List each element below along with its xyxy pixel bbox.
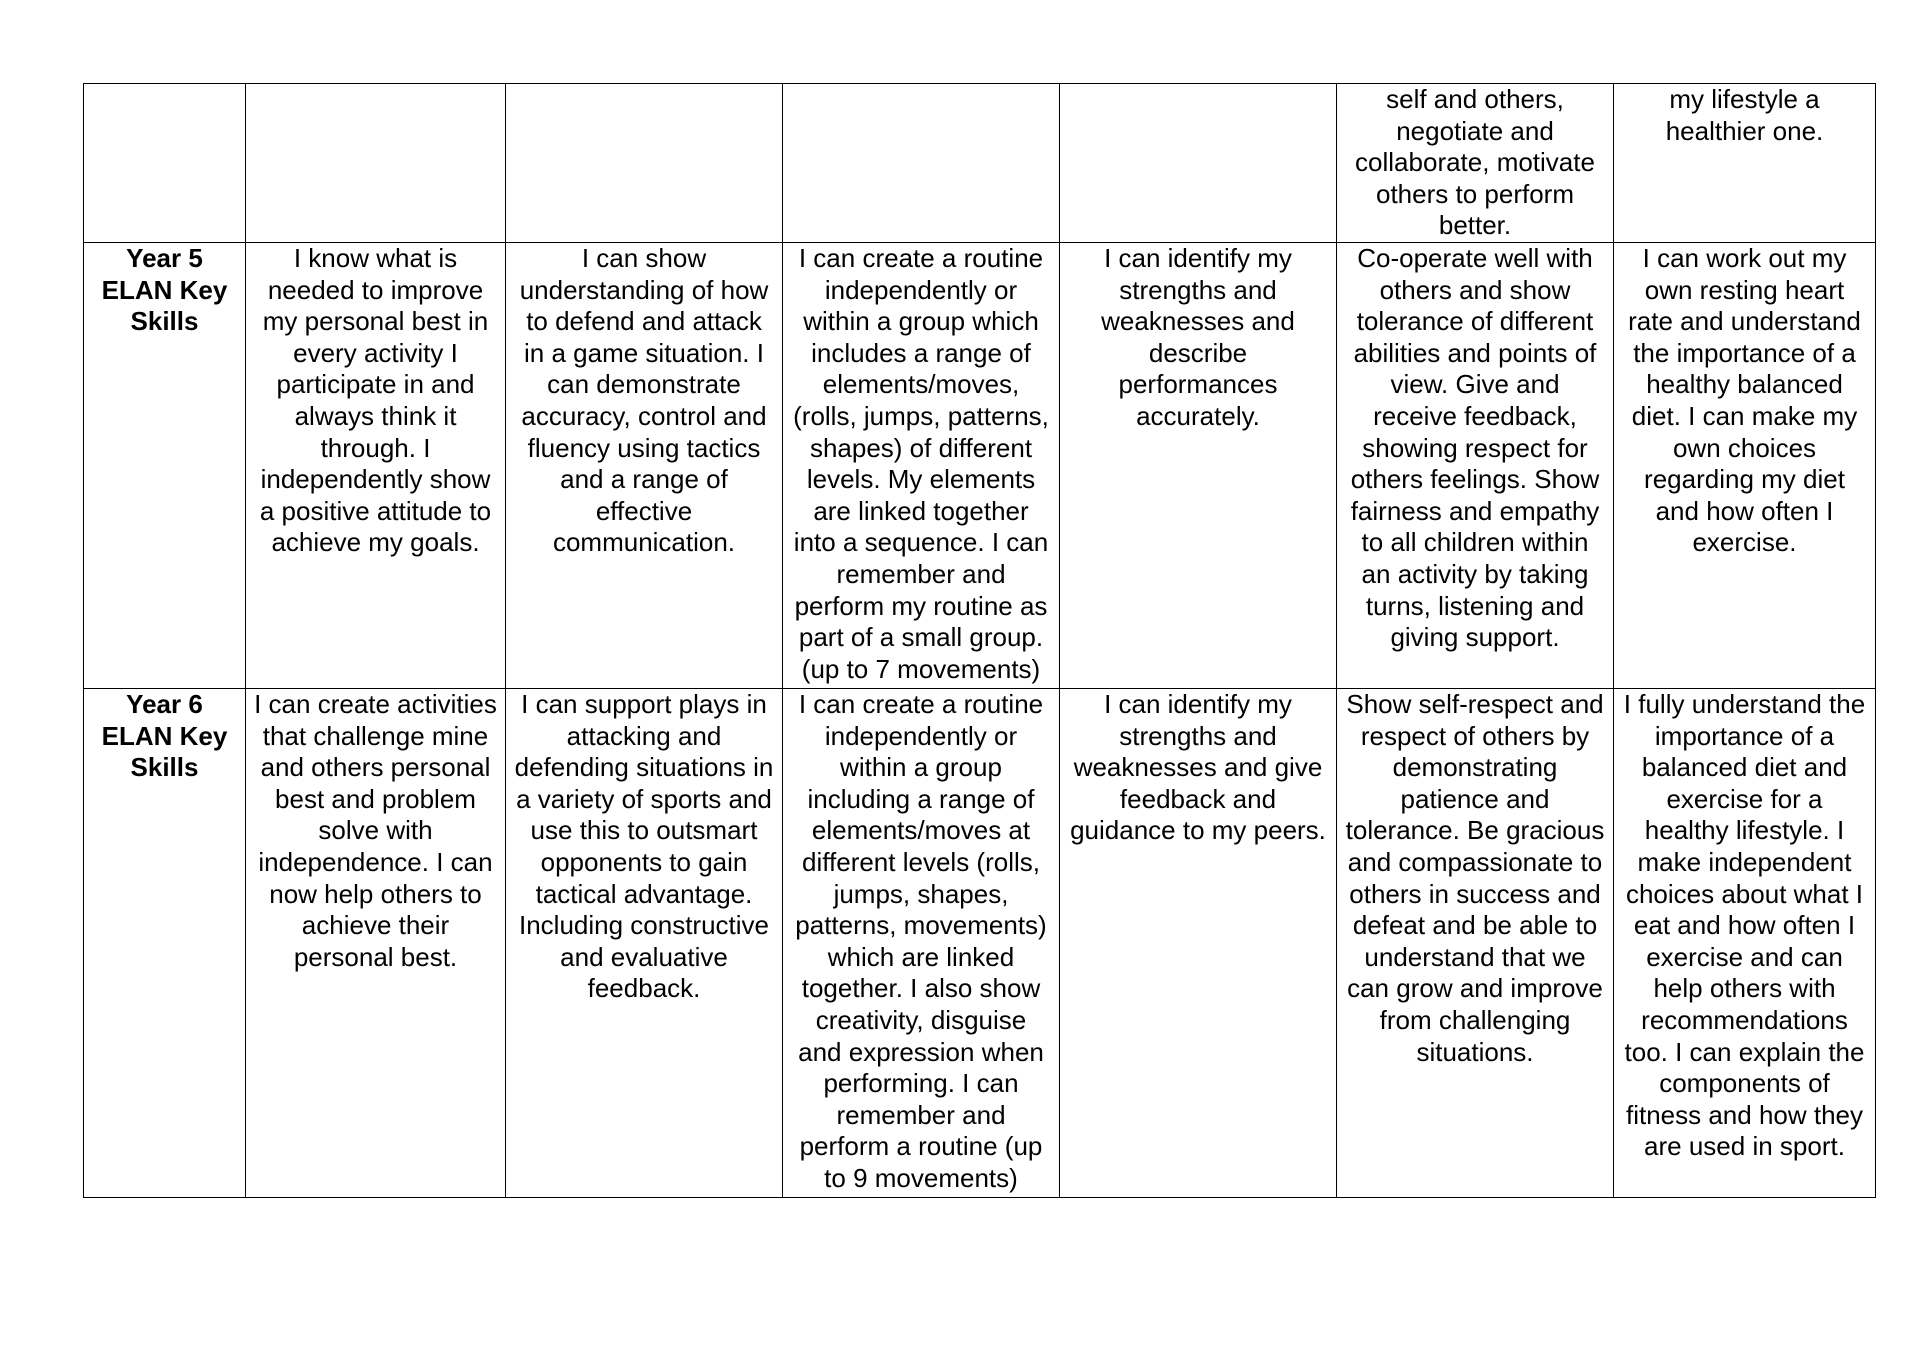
cell-text-line: a variety of sports and xyxy=(516,783,772,814)
cell-text-line: I can show xyxy=(581,243,707,273)
row-header xyxy=(84,84,246,243)
cell-text-line: weaknesses and give xyxy=(1073,752,1323,783)
cell-text-line: to defend and attack xyxy=(526,306,762,337)
cell-text-line: tolerance of different xyxy=(1356,306,1594,337)
cell-text-line: collaborate, motivate xyxy=(1355,147,1595,178)
cell-text-line: and others personal xyxy=(260,752,491,783)
cell-text-line: performing. I can xyxy=(823,1068,1019,1099)
cell-text-line: understanding of how xyxy=(519,274,769,305)
cell-text-line: accuracy, control and xyxy=(521,400,767,431)
table-row xyxy=(84,689,1876,1198)
table-row xyxy=(84,84,1876,243)
cell-text-line: to all children within xyxy=(1361,527,1589,558)
cell-text-line: others and show xyxy=(1379,274,1571,305)
cell-text-line: strengths and xyxy=(1119,720,1277,751)
cell-text-line: including a range of xyxy=(807,783,1035,814)
cell-text-line: and a range of xyxy=(560,464,728,495)
table-cell xyxy=(1614,243,1876,689)
cell-text-line: own choices xyxy=(1672,432,1817,463)
cell-text-line: too. I can explain the xyxy=(1624,1036,1865,1067)
table-cell xyxy=(1614,84,1876,243)
cell-text-line: Including constructive xyxy=(518,910,770,941)
cell-text-line: elements/moves, xyxy=(822,369,1020,400)
cell-text-line: I can create a routine xyxy=(798,689,1044,719)
cell-text-line: healthy balanced xyxy=(1646,369,1843,400)
table-cell xyxy=(1060,243,1337,689)
cell-text-line: shapes) of different xyxy=(809,432,1033,463)
cell-text-line: to 9 movements) xyxy=(824,1162,1018,1193)
cell-text-line: and evaluative xyxy=(560,941,728,972)
cell-text-line: fluency using tactics xyxy=(527,432,761,463)
cell-text-line: achieve their xyxy=(301,910,450,941)
cell-text-line: Year 5 xyxy=(126,243,203,273)
cell-text-line: that challenge mine xyxy=(262,720,489,751)
cell-text-line: my lifestyle a xyxy=(1669,84,1820,114)
cell-text-line: I know what is xyxy=(293,243,458,273)
cell-text-line: ELAN Key xyxy=(101,720,228,751)
cell-text-line: accurately. xyxy=(1136,400,1260,431)
cell-text-line: diet. I can make my xyxy=(1631,400,1858,431)
cell-text-line: abilities and points of xyxy=(1353,337,1597,368)
cell-text-line: view. Give and xyxy=(1390,369,1560,400)
cell-text-line: communication. xyxy=(552,527,736,558)
cell-text-line: defending situations in xyxy=(514,752,774,783)
cell-text-line: part of a small group. xyxy=(798,622,1044,653)
cell-text-line: I can create a routine xyxy=(798,243,1044,273)
cell-text-line: can grow and improve xyxy=(1347,973,1603,1004)
cell-text-line: healthier one. xyxy=(1665,115,1824,146)
cell-text-line: Year 6 xyxy=(126,689,203,719)
row-header-year-5 xyxy=(84,243,246,689)
table-cell xyxy=(246,84,506,243)
key-skills-table xyxy=(83,83,1876,1198)
cell-text-line: healthy lifestyle. I xyxy=(1644,815,1845,846)
table-cell xyxy=(246,689,506,1198)
cell-text-line: solve with xyxy=(318,815,433,846)
cell-text-line: perform a routine (up xyxy=(799,1131,1043,1162)
cell-text-line: within a group xyxy=(840,752,1002,783)
table-cell xyxy=(1337,84,1614,243)
cell-text-line: recommendations xyxy=(1641,1004,1848,1035)
cell-text-line: fitness and how they xyxy=(1625,1099,1864,1130)
cell-text-line: the importance of a xyxy=(1633,337,1856,368)
cell-text-line: and expression when xyxy=(798,1036,1044,1067)
cell-text-line: help others with xyxy=(1653,973,1836,1004)
cell-text-line: ELAN Key xyxy=(101,274,228,305)
cell-text-line: tactical advantage. xyxy=(535,878,753,909)
table-cell xyxy=(506,84,783,243)
cell-text-line: exercise and can xyxy=(1646,941,1843,972)
cell-text-line: elements/moves at xyxy=(811,815,1031,846)
cell-text-line: understand that we xyxy=(1364,941,1586,972)
cell-text-line: I can identify my xyxy=(1104,243,1292,273)
cell-text-line: feedback and xyxy=(1119,783,1277,814)
cell-text-line: my personal best in xyxy=(262,306,489,337)
cell-text-line: independently or xyxy=(824,720,1018,751)
cell-text-line: participate in and xyxy=(276,369,475,400)
table-cell xyxy=(783,243,1060,689)
cell-text-line: own resting heart xyxy=(1644,274,1845,305)
cell-text-line: attacking and xyxy=(566,720,722,751)
cell-text-line: are linked together xyxy=(813,495,1029,526)
cell-text-line: every activity I xyxy=(293,337,458,368)
cell-text-line: perform my routine as xyxy=(794,590,1048,621)
table-cell xyxy=(506,243,783,689)
cell-text-line: strengths and xyxy=(1119,274,1277,305)
cell-text-line: Co-operate well with xyxy=(1357,243,1593,273)
cell-text-line: jumps, shapes, xyxy=(833,878,1009,909)
cell-text-line: into a sequence. I can xyxy=(793,527,1049,558)
cell-text-line: effective xyxy=(595,495,693,526)
cell-text-line: performances xyxy=(1118,369,1278,400)
cell-text-line: includes a range of xyxy=(811,337,1031,368)
cell-text-line: exercise for a xyxy=(1666,783,1823,814)
cell-text-line: personal best. xyxy=(293,941,458,972)
table-cell xyxy=(1337,243,1614,689)
cell-text-line: Show self-respect and xyxy=(1346,689,1604,719)
cell-text-line: others in success and xyxy=(1349,878,1601,909)
cell-text-line: (rolls, jumps, patterns, xyxy=(793,400,1049,431)
row-header-year-6 xyxy=(84,689,246,1198)
cell-text-line: independently show xyxy=(260,464,491,495)
cell-text-line: creativity, disguise xyxy=(815,1004,1027,1035)
cell-text-line: negotiate and xyxy=(1396,115,1554,146)
cell-text-line: tolerance. Be gracious xyxy=(1345,815,1605,846)
cell-text-line: remember and xyxy=(836,1099,1006,1130)
cell-text-line: now help others to xyxy=(269,878,482,909)
cell-text-line: patterns, movements) xyxy=(795,910,1047,941)
cell-text-line: choices about what I xyxy=(1625,878,1864,909)
table-cell xyxy=(783,84,1060,243)
cell-text-line: defeat and be able to xyxy=(1352,910,1598,941)
table-cell xyxy=(246,243,506,689)
cell-text-line: importance of a xyxy=(1654,720,1835,751)
cell-text-line: Skills xyxy=(130,306,199,337)
cell-text-line: patience and xyxy=(1400,783,1550,814)
cell-text-line: I can create activities xyxy=(254,689,497,719)
cell-text-line: independence. I can xyxy=(258,846,493,877)
cell-text-line: levels. My elements xyxy=(806,464,1036,495)
cell-text-line: opponents to gain xyxy=(540,846,748,877)
cell-text-line: components of xyxy=(1659,1068,1830,1099)
cell-text-line: demonstrating xyxy=(1392,752,1558,783)
cell-text-line: showing respect for xyxy=(1362,432,1588,463)
cell-text-line: eat and how often I xyxy=(1633,910,1856,941)
cell-text-line: within a group which xyxy=(803,306,1039,337)
cell-text-line: better. xyxy=(1438,210,1512,241)
cell-text-line: which are linked xyxy=(827,941,1015,972)
cell-text-line: rate and understand xyxy=(1628,306,1861,337)
cell-text-line: others feelings. Show xyxy=(1350,464,1600,495)
cell-text-line: giving support. xyxy=(1390,622,1560,653)
cell-text-line: together. I also show xyxy=(801,973,1041,1004)
cell-text-line: others to perform xyxy=(1376,178,1574,209)
cell-text-line: balanced diet and xyxy=(1641,752,1848,783)
cell-text-line: I can work out my xyxy=(1642,243,1847,273)
cell-text-line: (up to 7 movements) xyxy=(801,653,1041,684)
table-cell xyxy=(1060,689,1337,1198)
table-cell xyxy=(783,689,1060,1198)
cell-text-line: always think it xyxy=(294,400,457,431)
cell-text-line: needed to improve xyxy=(267,274,484,305)
cell-text-line: are used in sport. xyxy=(1644,1131,1845,1162)
table-cell xyxy=(506,689,783,1198)
cell-text-line: feedback. xyxy=(587,973,701,1004)
cell-text-line: an activity by taking xyxy=(1361,558,1589,589)
cell-text-line: Skills xyxy=(130,752,199,783)
cell-text-line: and compassionate to xyxy=(1347,846,1603,877)
cell-text-line: receive feedback, xyxy=(1373,400,1577,431)
cell-text-line: make independent xyxy=(1637,846,1852,877)
cell-text-line: respect of others by xyxy=(1360,720,1590,751)
cell-text-line: turns, listening and xyxy=(1365,590,1585,621)
cell-text-line: from challenging xyxy=(1379,1004,1571,1035)
cell-text-line: describe xyxy=(1148,337,1248,368)
cell-text-line: and how often I xyxy=(1655,495,1834,526)
cell-text-line: weaknesses and xyxy=(1101,306,1295,337)
cell-text-line: through. I xyxy=(320,432,431,463)
cell-text-line: can demonstrate xyxy=(547,369,741,400)
cell-text-line: exercise. xyxy=(1692,527,1797,558)
cell-text-line: different levels (rolls, xyxy=(802,846,1040,877)
cell-text-line: I can support plays in xyxy=(521,689,767,719)
cell-text-line: regarding my diet xyxy=(1644,464,1845,495)
cell-text-line: fairness and empathy xyxy=(1350,495,1600,526)
cell-text-line: I fully understand the xyxy=(1623,689,1866,719)
table-cell xyxy=(1337,689,1614,1198)
table-cell xyxy=(1060,84,1337,243)
table-row xyxy=(84,243,1876,689)
cell-text-line: use this to outsmart xyxy=(530,815,758,846)
cell-text-line: best and problem xyxy=(275,783,476,814)
cell-text-line: a positive attitude to xyxy=(259,495,492,526)
cell-text-line: in a game situation. I xyxy=(524,337,764,368)
cell-text-line: independently or xyxy=(824,274,1018,305)
cell-text-line: remember and xyxy=(836,558,1006,589)
cell-text-line: guidance to my peers. xyxy=(1070,815,1326,846)
table-cell xyxy=(1614,689,1876,1198)
cell-text-line: achieve my goals. xyxy=(271,527,480,558)
cell-text-line: I can identify my xyxy=(1104,689,1292,719)
cell-text-line: situations. xyxy=(1416,1036,1534,1067)
cell-text-line: self and others, xyxy=(1386,84,1564,114)
